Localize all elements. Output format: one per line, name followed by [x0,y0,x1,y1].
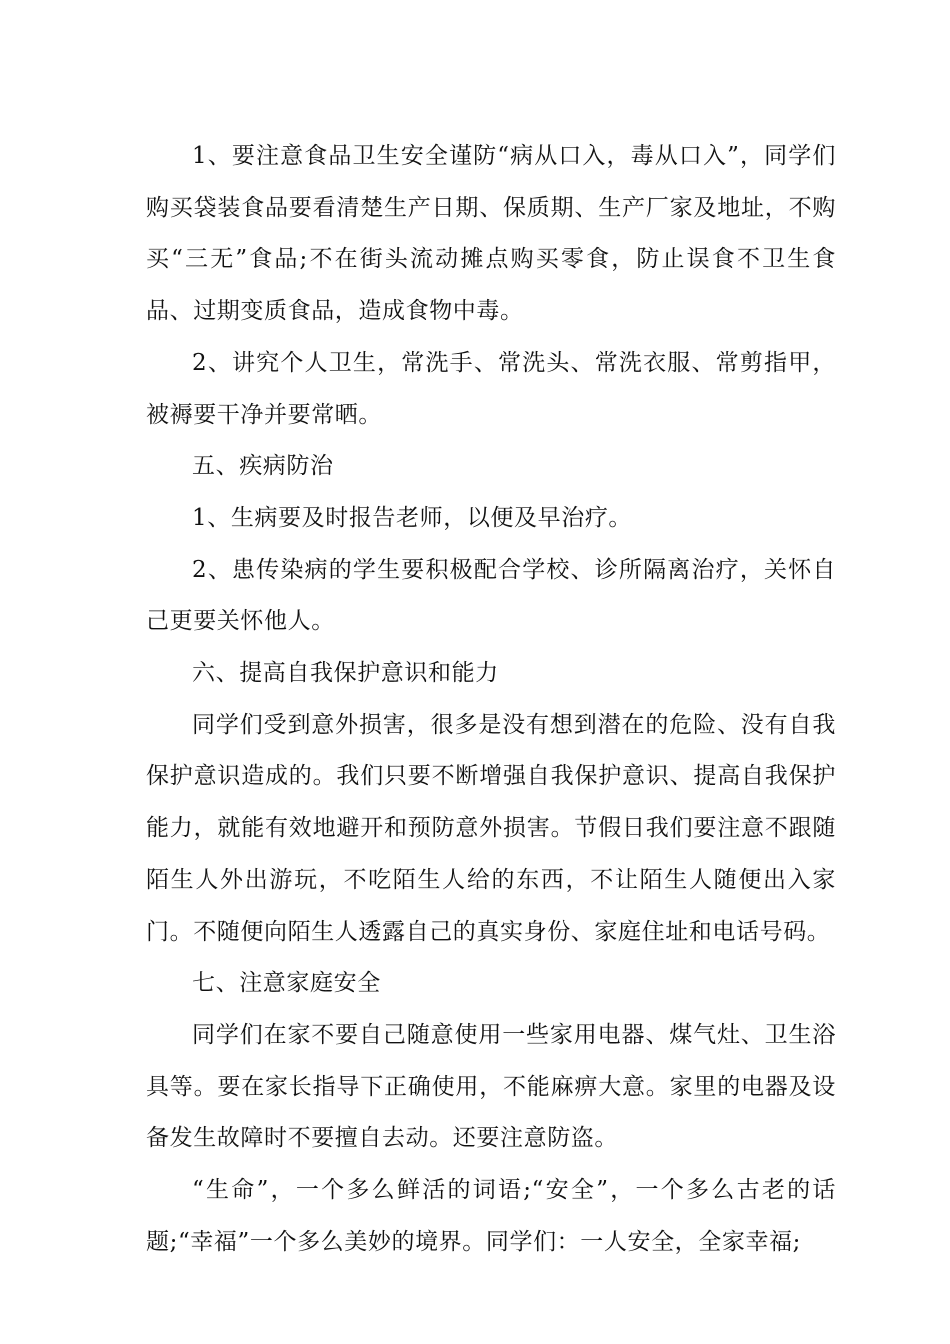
paragraph-self-protection: 同学们受到意外损害，很多是没有想到潜在的危险、没有自我保护意识造成的。我们只要不断增强自我保护意识、提高自我保护能力，就能有效地避开和预防意外损害。节假日我们要注意不跟随陌生人外出游玩，不吃陌生人给的东西，不让陌生人随便出入家门。不随便向陌生人透露自己的真实身份、家庭住址和电话号码。 [146,711,836,945]
paragraph-personal-hygiene: 2、讲究个人卫生，常洗手、常洗头、常洗衣服、常剪指甲，被褥要干净并要常晒。 [146,349,836,428]
paragraph-report-illness: 1、生病要及时报告老师，以便及早治疗。 [192,504,633,531]
section-heading-home-safety: 七、注意家庭安全 [192,970,381,997]
document-body [146,131,836,1268]
paragraph-food-safety: 1、要注意食品卫生安全谨防“病从口入，毒从口入”，同学们购买袋装食品要看清楚生产日期、保质期、生产厂家及地址，不购买“三无”食品;不在街头流动摊点购买零食，防止误食不卫生食品、过期变质食品，造成食物中毒。 [146,143,836,325]
paragraph-infectious-disease: 2、患传染病的学生要积极配合学校、诊所隔离治疗，关怀自己更要关怀他人。 [146,556,836,635]
paragraph-home-safety: 同学们在家不要自己随意使用一些家用电器、煤气灶、卫生浴具等。要在家长指导下正确使用，不能麻痹大意。家里的电器及设备发生故障时不要擅自去动。还要注意防盗。 [146,1021,836,1152]
paragraph-closing: “生命”，一个多么鲜活的词语;“安全”，一个多么古老的话题;“幸福”一个多么美妙的境界。同学们：一人安全，全家幸福; [146,1177,836,1255]
section-heading-self-protection: 六、提高自我保护意识和能力 [192,660,499,687]
section-heading-disease-prevention: 五、疾病防治 [192,453,334,480]
